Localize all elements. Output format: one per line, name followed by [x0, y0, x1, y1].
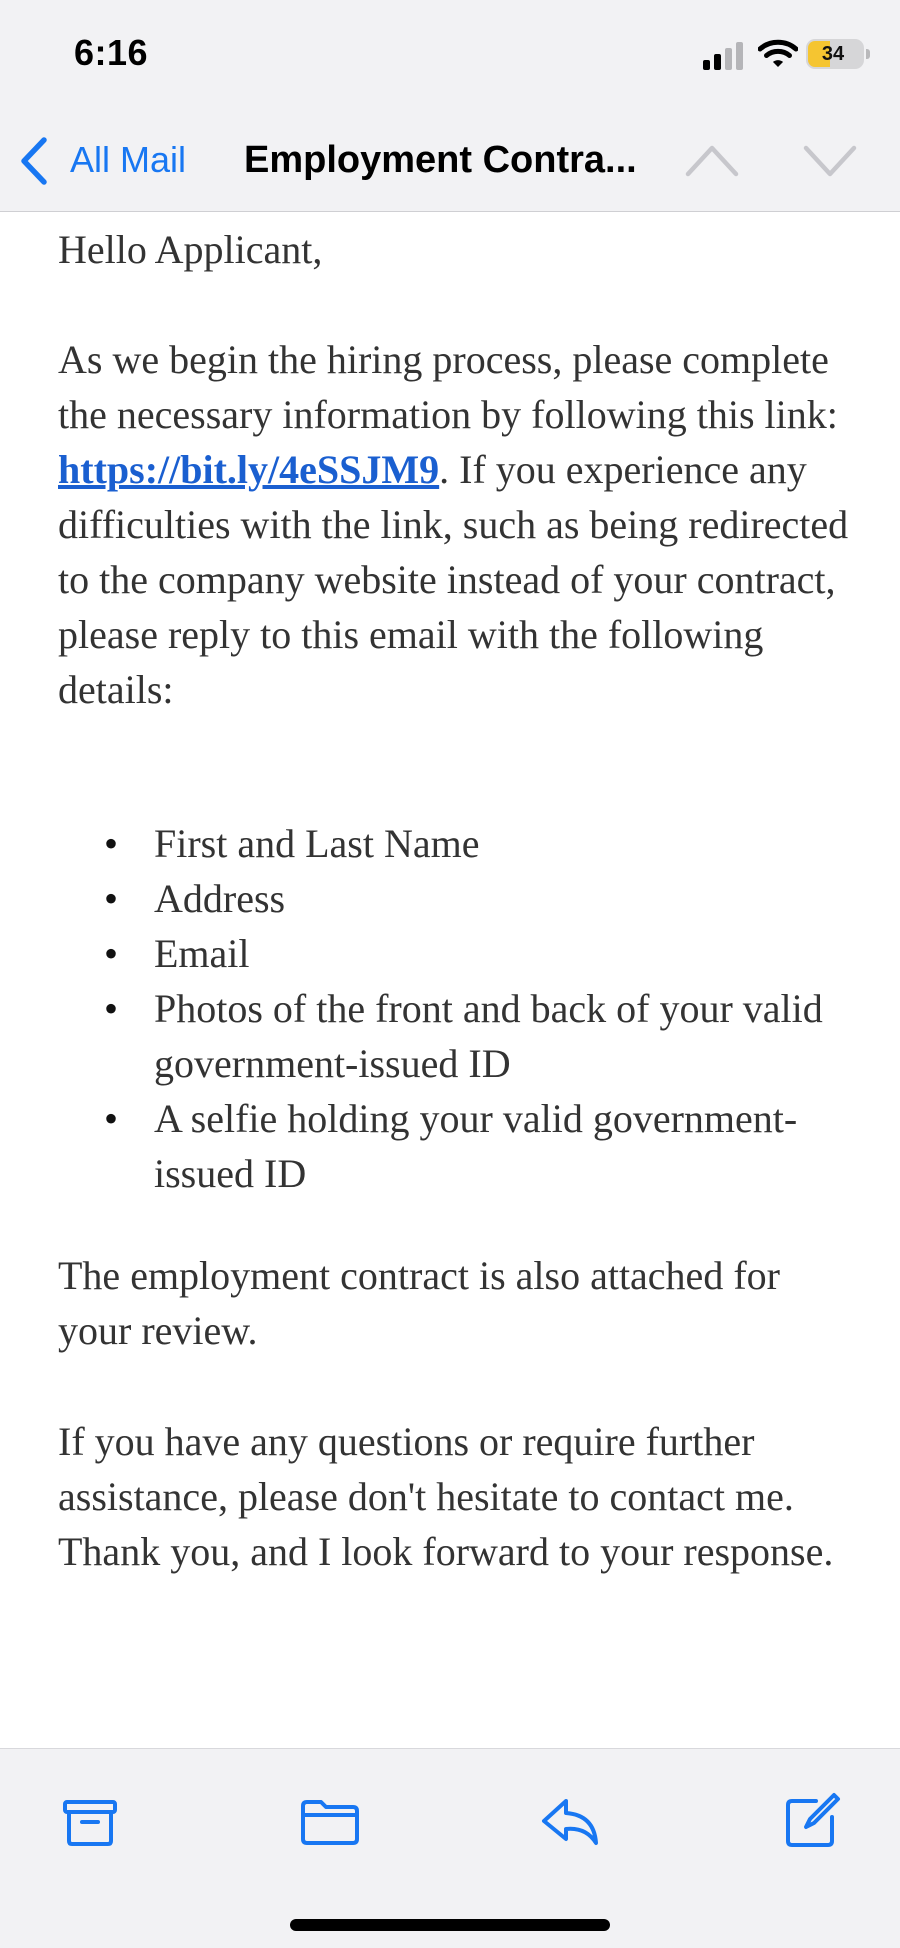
- chevron-left-icon[interactable]: [16, 136, 52, 186]
- back-to-all-mail-button[interactable]: All Mail: [70, 139, 187, 180]
- paragraph-text: . If you experience any difficulties with the link, such as being redirected to the company website instead of your contract, please reply to this email with the following details:: [58, 447, 849, 712]
- wifi-icon: [758, 38, 798, 70]
- list-item: • A selfie holding your valid government-issued ID: [58, 1091, 858, 1201]
- email-subject-title: Employment Contra...: [244, 139, 637, 181]
- cellular-signal-icon: [703, 40, 747, 70]
- reply-icon[interactable]: [538, 1789, 602, 1853]
- email-greeting: Hello Applicant,: [58, 227, 323, 272]
- email-paragraph-attachment: The employment contract is also attached for your review.: [58, 1253, 780, 1353]
- paragraph-text: As we begin the hiring process, please complete the necessary information by following this link:: [58, 337, 838, 437]
- battery-level: 34: [821, 43, 845, 65]
- list-item: • Photos of the front and back of your valid government-issued ID: [58, 981, 858, 1091]
- folder-icon[interactable]: [298, 1789, 362, 1853]
- list-item: • Address: [58, 871, 858, 926]
- email-closing: Thank you, and I look forward to your response.: [58, 1529, 834, 1574]
- battery-icon: [806, 39, 864, 69]
- mail-toolbar: [0, 1748, 900, 1948]
- email-paragraph-link: [58, 332, 858, 717]
- status-bar: [0, 0, 900, 110]
- status-time: 6:16: [74, 32, 149, 73]
- chevron-down-icon[interactable]: [802, 142, 858, 180]
- archive-icon[interactable]: [58, 1789, 122, 1853]
- required-details-list: [58, 816, 858, 1201]
- contract-link[interactable]: https://bit.ly/4eSSJM9: [58, 447, 440, 492]
- list-item: • First and Last Name: [58, 816, 858, 871]
- chevron-up-icon[interactable]: [684, 142, 740, 180]
- home-indicator[interactable]: [290, 1919, 610, 1931]
- list-item: • Email: [58, 926, 858, 981]
- mail-nav-bar: [0, 110, 900, 212]
- compose-icon[interactable]: [780, 1789, 844, 1853]
- email-paragraph-questions: If you have any questions or require further assistance, please don't hesitate to contact me.: [58, 1419, 794, 1519]
